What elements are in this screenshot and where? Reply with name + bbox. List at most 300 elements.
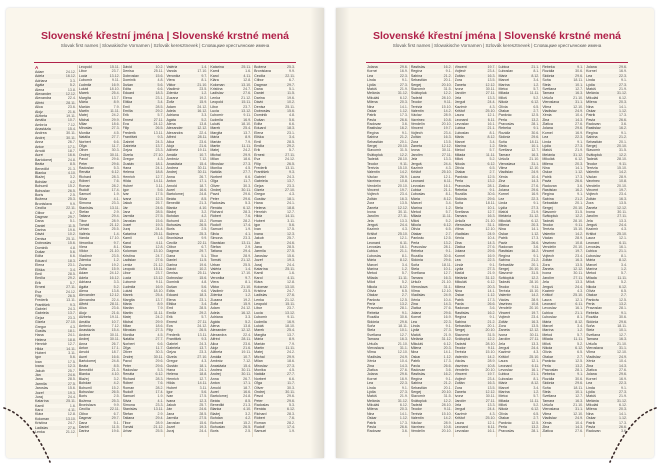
nameday-date: 3.3.: [201, 113, 208, 118]
nameday-date: 5.6.: [288, 223, 295, 228]
nameday-date: 19.11.: [66, 113, 76, 118]
nameday-date: 8.5.: [113, 363, 120, 368]
name-text: Agáta: [166, 117, 176, 122]
nameday-date: 27.10.: [284, 187, 295, 192]
nameday-date: 20.10.: [573, 205, 584, 210]
nameday-date: 7.12.: [67, 122, 76, 127]
nameday-date: 28.9.: [111, 218, 120, 223]
name-text: Svätopluk: [586, 152, 602, 157]
nameday-date: 14.11.: [66, 346, 76, 351]
nameday-date: 6.7.: [113, 411, 120, 416]
nameday-date: 27.6.: [155, 258, 164, 263]
name-text: Slavomír: [586, 148, 601, 153]
nameday-date: 21.6.: [199, 144, 208, 149]
name-text: Marína: [410, 205, 423, 210]
name-text: Zina: [586, 363, 594, 368]
name-text: Uršuľa: [367, 341, 378, 346]
nameday-date: 5.6.: [201, 284, 208, 289]
name-text: Zuzana: [78, 262, 91, 267]
nameday-date: 12.5.: [531, 113, 540, 118]
nameday-date: 16.9.: [531, 192, 540, 197]
nameday-date: 24.4.: [199, 429, 208, 434]
name-text: Jolana: [410, 310, 422, 315]
name-text: Kornel: [367, 376, 378, 381]
name-text: Perla: [498, 425, 507, 430]
name-text: Vendelín: [367, 183, 381, 188]
nameday-date: 31.1.: [575, 407, 584, 412]
nameday-date: 5.3.: [288, 403, 295, 408]
name-text: Adam: [35, 70, 45, 74]
nameday-date: 14.3.: [575, 117, 584, 122]
name-text: Marína: [498, 389, 510, 394]
nameday-date: 12.2.: [487, 337, 496, 342]
name-text: Radoslav: [210, 201, 226, 206]
name-text: Milena: [498, 223, 510, 228]
nameday-date: 3.4.: [577, 324, 584, 329]
nameday-date: 28.9.: [531, 297, 540, 302]
nameday-date: 19.7.: [487, 65, 496, 69]
nameday-date: 6.5.: [620, 288, 627, 293]
nameday-date: 27.3.: [531, 205, 540, 210]
name-text: Metod: [410, 209, 421, 214]
name-text: Cecília: [35, 206, 46, 211]
name-text: Vendelín: [586, 183, 601, 188]
nameday-date: 16.12.: [109, 275, 120, 280]
nameday-date: 12.5.: [487, 174, 496, 179]
name-text: Benedikt: [166, 201, 181, 206]
name-text: Milan: [254, 359, 263, 364]
name-text: Valentín: [542, 231, 556, 236]
nameday-date: 24.9.: [575, 416, 584, 421]
nameday-date: 17.1.: [199, 179, 208, 184]
name-text: František: [166, 337, 182, 342]
name-text: Denisa: [35, 236, 47, 241]
nameday-date: 27.6.: [618, 367, 627, 372]
name-text: Alojz: [166, 144, 175, 149]
nameday-date: 20.10.: [529, 266, 540, 271]
nameday-date: 4.11.: [155, 240, 164, 245]
nameday-date: 12.5.: [399, 297, 408, 302]
name-text: Pavla: [367, 425, 376, 430]
nameday-date: 23.4.: [531, 315, 540, 320]
nameday-date: 18.11.: [529, 139, 540, 144]
nameday-date: 24.12.: [197, 324, 208, 329]
name-text: Hubert: [254, 218, 265, 223]
nameday-date: 3.11.: [287, 218, 295, 223]
nameday-date: 22.3.: [618, 381, 627, 386]
name-text: František: [35, 302, 50, 307]
name-text: Laura: [410, 174, 421, 179]
name-text: Kazimír: [454, 104, 467, 109]
nameday-date: 18.11.: [573, 78, 584, 83]
nameday-date: 18.7.: [243, 385, 252, 390]
name-text: Bohdan: [210, 416, 223, 421]
nameday-date: 16.9.: [443, 315, 452, 320]
name-text: Stela: [498, 144, 507, 149]
name-text: Vieroslava: [586, 346, 603, 350]
name-text: Boris: [78, 394, 88, 399]
name-text: Samuel: [78, 192, 92, 197]
name-text: Dana: [254, 86, 263, 91]
name-text: Alena: [78, 288, 89, 293]
name-text: Laura: [454, 420, 464, 425]
nameday-date: 12.3.: [199, 398, 208, 403]
nameday-date: 4.10.: [111, 372, 120, 377]
nameday-date: 18.3.: [67, 258, 76, 263]
name-text: Patrik: [367, 420, 377, 425]
name-text: Radovan: [454, 306, 470, 311]
name-text: Perla: [367, 302, 376, 307]
name-text: Viera: [210, 280, 219, 285]
name-text: Václav: [367, 174, 378, 179]
name-text: Vavrinec: [410, 425, 425, 430]
nameday-date: 21.9.: [531, 209, 540, 214]
nameday-date: 19.7.: [531, 310, 540, 315]
name-text: Vincent: [410, 126, 423, 131]
nameday-date: 29.6.: [443, 310, 452, 315]
nameday-date: 14.2.: [399, 170, 408, 175]
nameday-date: 6.6.: [288, 376, 295, 381]
name-text: Alžbeta: [166, 148, 179, 153]
nameday-date: 9.1.: [401, 310, 408, 315]
nameday-date: 11.5.: [68, 223, 76, 228]
nameday-date: 3.6.: [620, 429, 627, 434]
nameday-date: 30.6.: [618, 315, 627, 320]
nameday-date: 28.9.: [575, 236, 584, 241]
nameday-date: 30.11.: [529, 332, 540, 337]
nameday-date: 26.5.: [199, 223, 208, 228]
nameday-date: 27.6.: [575, 122, 584, 127]
name-text: Uršuľa: [454, 218, 466, 223]
nameday-date: 23.6.: [243, 341, 252, 346]
name-text: Rastislav: [454, 310, 470, 315]
nameday-date: 16.2.: [487, 310, 496, 315]
name-text: Jerguš: [454, 100, 466, 105]
name-text: Václav: [498, 297, 510, 302]
name-text: Laura: [586, 236, 596, 241]
nameday-date: 6.12.: [155, 372, 164, 377]
nameday-date: 9.1.: [577, 139, 584, 144]
name-text: Gabriela: [122, 144, 137, 149]
nameday-date: 13.7.: [286, 332, 295, 337]
name-text: Žaneta: [454, 82, 466, 87]
nameday-date: 29.6.: [575, 73, 584, 78]
name-text: Vieroslava: [498, 161, 516, 166]
name-text: Jerguš: [367, 223, 378, 228]
nameday-date: 17.3.: [443, 359, 452, 364]
name-text: Monika: [210, 165, 222, 170]
nameday-date: 12.2.: [443, 91, 452, 96]
nameday-date: 18.6.: [111, 122, 120, 127]
nameday-date: 4.8.: [288, 113, 295, 118]
nameday-date: 25.10.: [529, 354, 540, 359]
name-text: Milena: [410, 346, 422, 350]
nameday-date: 1.6.: [157, 236, 164, 241]
name-text: Dávid: [35, 232, 45, 237]
name-text: Lenka: [35, 430, 45, 435]
name-text: Jarmila: [122, 214, 135, 219]
nameday-date: 27.7.: [243, 170, 252, 175]
nameday-date: 15.2.: [67, 184, 76, 189]
nameday-date: 21.1.: [487, 126, 496, 131]
nameday-date: 20.10.: [529, 306, 540, 311]
nameday-date: 24.9.: [487, 231, 496, 236]
nameday-date: 27.7.: [286, 372, 295, 377]
name-text: Igor: [166, 389, 173, 394]
nameday-date: 15.9.: [199, 100, 208, 105]
name-text: Jerguš: [410, 161, 422, 166]
nameday-date: 4.2.: [113, 381, 120, 386]
nameday-date: 8.1.: [113, 245, 120, 250]
name-text: Gabriela: [35, 311, 49, 316]
nameday-date: 18.8.: [67, 337, 76, 342]
nameday-date: 5.7.: [157, 113, 164, 118]
name-text: Blažej: [35, 175, 45, 180]
nameday-date: 24.12.: [197, 104, 208, 109]
name-text: Kristína: [254, 288, 267, 293]
name-text: Frederik: [35, 298, 49, 303]
nameday-date: 28.5.: [286, 245, 295, 250]
nameday-date: 18.8.: [199, 372, 208, 377]
nameday-date: 12.10.: [573, 411, 584, 416]
nameday-date: 10.1.: [618, 328, 627, 333]
name-text: Alexander: [78, 293, 96, 298]
nameday-date: 6.6.: [69, 254, 76, 259]
name-text: Adela: [35, 74, 45, 79]
name-text: Vilma: [542, 104, 552, 109]
name-text: Norbert: [210, 174, 223, 179]
name-text: Slavomír: [367, 148, 382, 153]
nameday-date: 11.11.: [617, 275, 627, 280]
nameday-date: 14.1.: [399, 104, 408, 109]
name-text: Patrik: [586, 420, 596, 425]
nameday-date: 8.1.: [577, 315, 584, 320]
nameday-date: 3.4.: [533, 78, 540, 83]
nameday-date: 26.6.: [443, 363, 452, 368]
nameday-date: 13.7.: [67, 311, 76, 316]
name-text: Vladislav: [410, 293, 426, 298]
nameday-date: 18.6.: [155, 324, 164, 329]
name-text: Bohumil: [35, 184, 48, 189]
nameday-date: 16.3.: [575, 91, 584, 96]
nameday-date: 21.9.: [399, 86, 408, 91]
nameday-date: 9.11.: [619, 161, 627, 166]
nameday-date: 30.6.: [575, 376, 584, 381]
nameday-date: 4.11.: [287, 275, 295, 280]
name-text: Vendelín: [410, 122, 425, 127]
nameday-date: 21.12.: [153, 425, 164, 430]
nameday-date: 9.11.: [487, 346, 496, 350]
nameday-date: 13.12.: [241, 108, 252, 113]
name-text: Alena: [35, 87, 45, 92]
nameday-date: 29.6.: [399, 319, 408, 324]
name-text: Gejza: [254, 183, 264, 188]
name-text: František: [122, 135, 138, 140]
nameday-date: 27.5.: [155, 214, 164, 219]
name-text: Rozália: [542, 376, 555, 381]
name-text: Blažej: [166, 209, 177, 214]
nameday-date: 16.2.: [575, 187, 584, 192]
name-text: Natália: [122, 337, 134, 342]
name-text: Libor: [122, 271, 131, 276]
name-text: Jarolím: [410, 152, 423, 157]
nameday-date: 10.2.: [286, 100, 295, 105]
nameday-date: 9.11.: [400, 161, 408, 166]
nameday-date: 21.9.: [618, 86, 627, 91]
right-page: [336, 8, 654, 458]
name-text: Zoltán: [454, 73, 465, 78]
name-text: Jolana: [454, 249, 466, 254]
nameday-date: 21.12.: [241, 95, 252, 100]
name-text: Zora: [454, 385, 463, 390]
name-text: Pankrác: [454, 174, 468, 179]
nameday-date: 23.3.: [155, 403, 164, 408]
nameday-date: 24.3.: [155, 139, 164, 144]
name-text: Tamara: [498, 152, 511, 157]
nameday-date: 28.5.: [199, 306, 208, 311]
nameday-date: 13.2.: [531, 425, 540, 430]
name-text: Levoslav: [542, 306, 557, 311]
nameday-date: 20.10.: [441, 122, 452, 127]
name-text: Rebeka: [586, 310, 599, 315]
nameday-date: 16.12.: [197, 108, 208, 113]
name-text: Ladislav: [122, 258, 136, 263]
name-text: Katarína: [254, 266, 268, 271]
nameday-date: 5.7.: [401, 271, 408, 276]
name-text: Svätopluk: [454, 337, 471, 342]
name-text: Tadeáš: [586, 157, 598, 162]
nameday-date: 12.10.: [485, 227, 496, 232]
name-text: Melánia: [586, 398, 599, 403]
name-text: Zuzana: [210, 297, 223, 302]
nameday-date: 24.4.: [487, 100, 496, 105]
name-text: Regína: [498, 253, 511, 258]
nameday-date: 17.3.: [487, 297, 496, 302]
nameday-date: 8.5.: [201, 196, 208, 201]
name-text: Rozália: [586, 315, 599, 320]
name-text: Helena: [122, 170, 135, 175]
nameday-date: 4.2.: [201, 214, 208, 219]
name-text: Lucia: [122, 275, 132, 280]
name-text: Ambróz: [210, 359, 223, 364]
nameday-date: 13.12.: [153, 275, 164, 280]
nameday-date: 6.12.: [531, 218, 540, 223]
name-text: Ladislav: [35, 425, 49, 430]
name-text: Svetlana: [542, 86, 557, 91]
nameday-date: 8.12.: [443, 196, 452, 201]
name-text: Cecília: [166, 240, 178, 245]
name-text: Vieroslava: [454, 223, 472, 228]
name-text: Dobroslav: [35, 241, 52, 246]
name-text: Eliška: [254, 135, 264, 140]
nameday-date: 21.1.: [399, 249, 408, 254]
name-text: Ján: [166, 407, 173, 412]
nameday-date: 13.3.: [618, 218, 627, 223]
name-text: Vincent: [542, 249, 555, 254]
name-text: Sidónia: [542, 73, 555, 78]
name-text: Božena: [35, 197, 48, 202]
name-text: Ivan: [122, 192, 130, 197]
nameday-date: 2.5.: [113, 394, 120, 399]
name-text: Ján: [254, 240, 260, 245]
name-text: Nikola: [586, 284, 597, 289]
nameday-date: 31.1.: [399, 346, 408, 350]
nameday-date: 30.11.: [197, 165, 208, 170]
nameday-date: 29.6.: [443, 258, 452, 263]
nameday-date: 15.10.: [397, 165, 408, 170]
name-text: Sabína: [454, 319, 467, 324]
nameday-date: 12.3.: [155, 196, 164, 201]
name-text: Anna: [166, 174, 175, 179]
nameday-date: 9.11.: [575, 223, 584, 228]
name-text: Bohdan: [35, 179, 48, 184]
nameday-date: 7.12.: [111, 324, 120, 329]
name-text: Tamara: [542, 398, 555, 403]
name-text: Olívia: [498, 104, 508, 109]
name-text: Filip: [35, 293, 42, 298]
nameday-date: 26.7.: [111, 341, 120, 346]
nameday-date: 13.3.: [531, 341, 540, 346]
nameday-date: 27.10.: [197, 354, 208, 359]
nameday-date: 31.12.: [441, 337, 452, 342]
name-text: Henrich: [166, 376, 179, 381]
nameday-date: 8.12.: [487, 135, 496, 140]
nameday-date: 12.12.: [616, 205, 627, 210]
name-text: Sabína: [367, 135, 379, 140]
nameday-date: 16.6.: [199, 187, 208, 192]
nameday-date: 9.1.: [489, 187, 496, 192]
name-text: Levoslav: [410, 183, 426, 188]
nameday-date: 8.1.: [533, 69, 540, 74]
name-text: Bartolomej: [166, 192, 184, 197]
nameday-date: 28.1.: [531, 122, 540, 127]
nameday-date: 24.6.: [67, 372, 76, 377]
nameday-date: 28.11.: [109, 302, 120, 307]
nameday-date: 27.3.: [399, 389, 408, 394]
nameday-date: 21.1.: [443, 187, 452, 192]
nameday-date: 24.12.: [153, 122, 164, 127]
name-text: Sergej: [454, 328, 466, 333]
name-text: Dagmar: [35, 214, 48, 219]
name-text: Sergej: [586, 144, 597, 149]
names-column: [585, 65, 628, 437]
name-text: Pavol: [78, 157, 88, 162]
nameday-date: 8.9.: [245, 135, 252, 140]
nameday-date: 22.11.: [66, 206, 76, 211]
name-text: Oskar: [542, 170, 552, 175]
name-text: Alfréd: [210, 337, 220, 342]
nameday-date: 19.11.: [109, 315, 120, 320]
nameday-date: 10.4.: [531, 174, 540, 179]
nameday-date: 28.1.: [531, 429, 540, 434]
name-text: Eliška: [35, 267, 45, 272]
nameday-date: 27.10.: [65, 320, 76, 325]
name-text: Milena: [367, 407, 378, 412]
name-text: Vavrinec: [367, 179, 381, 184]
name-text: Ľuboslav: [454, 130, 470, 135]
nameday-date: 1.12.: [399, 108, 408, 113]
name-row: [210, 429, 251, 433]
nameday-date: 23.3.: [243, 236, 252, 241]
nameday-date: 4.2.: [245, 416, 252, 421]
name-text: Alexander: [210, 328, 227, 333]
name-text: Teodor: [498, 284, 510, 289]
name-text: Vilma: [367, 350, 376, 355]
name-text: Eva: [122, 122, 129, 127]
name-text: Rebeka: [454, 187, 468, 192]
nameday-date: 21.12.: [241, 258, 252, 263]
name-text: Alexander: [166, 126, 183, 131]
